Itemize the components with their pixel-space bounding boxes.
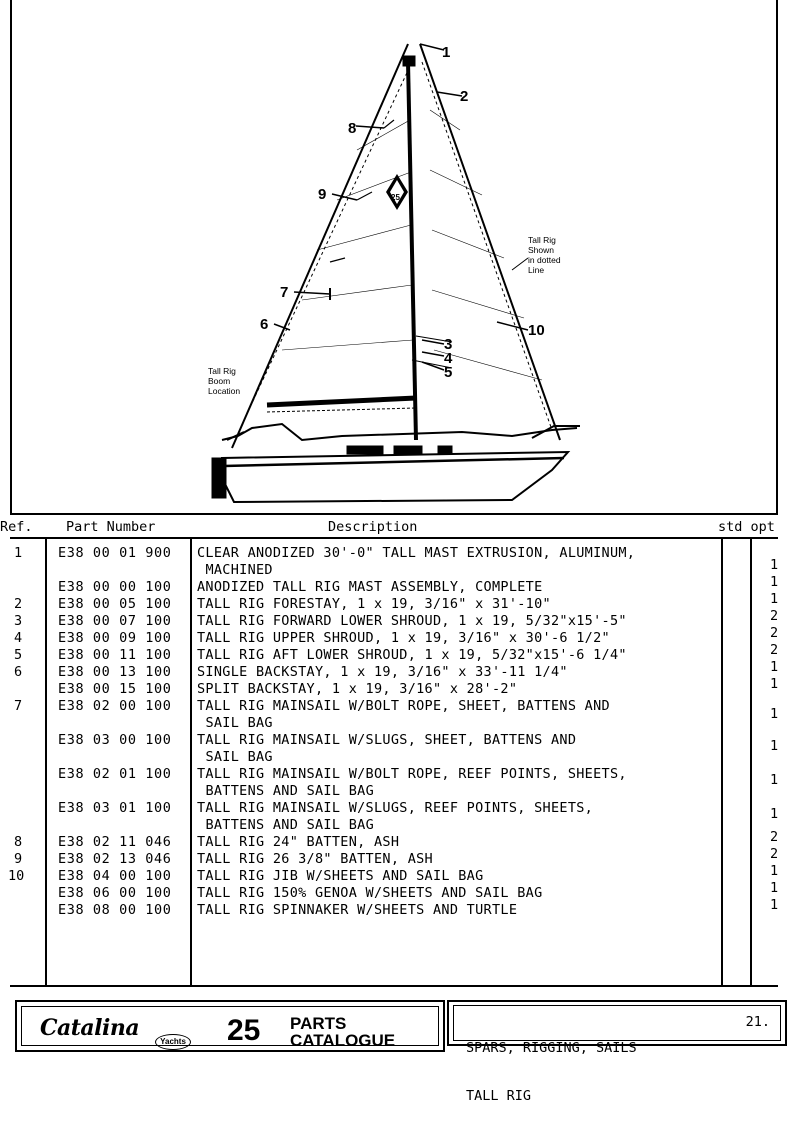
ref-cell: 6 (14, 664, 23, 680)
description-cell: SINGLE BACKSTAY, 1 x 19, 3/16" x 33'-11 1/4" (197, 664, 568, 680)
ref-cell: 10 (8, 868, 25, 884)
callout-1: 1 (442, 44, 451, 61)
sailboat-drawing (12, 0, 780, 515)
header-ref: Ref. (0, 519, 33, 535)
table-bottom-rule (10, 985, 778, 987)
description-cell: TALL RIG 24" BATTEN, ASH (197, 834, 400, 850)
part-number-cell: E38 00 09 100 (58, 630, 172, 646)
parts-table (0, 545, 794, 919)
section-title: SPARS, RIGGING, SAILS TALL RIG (466, 1040, 637, 1104)
description-cell: CLEAR ANODIZED 30'-0" TALL MAST EXTRUSION, ALUMINUM, MACHINED (197, 545, 636, 578)
qty-cell: 1 (770, 574, 779, 590)
qty-cell: 2 (770, 625, 779, 641)
ref-cell: 5 (14, 647, 23, 663)
ref-cell: 2 (14, 596, 23, 612)
description-cell: TALL RIG MAINSAIL W/SLUGS, REEF POINTS, SHEETS, BATTENS AND SAIL BAG (197, 800, 594, 833)
qty-cell: 1 (770, 772, 779, 788)
table-top-rule (10, 537, 778, 539)
table-row (0, 846, 794, 868)
table-row (0, 732, 794, 766)
description-cell: TALL RIG MAINSAIL W/BOLT ROPE, SHEET, BATTENS AND SAIL BAG (197, 698, 610, 731)
catalogue-title-block (15, 1000, 445, 1052)
table-row (0, 574, 794, 596)
ref-cell: 1 (14, 545, 23, 561)
table-row (0, 863, 794, 885)
sail-insignia-icon (386, 174, 408, 210)
column-headers (0, 517, 794, 537)
section-block (447, 1000, 787, 1104)
header-std-opt: std opt (718, 519, 775, 535)
table-row (0, 766, 794, 800)
table-row (0, 800, 794, 834)
callout-3: 3 (444, 336, 453, 353)
callout-2: 2 (460, 88, 469, 105)
qty-cell: 1 (770, 676, 779, 692)
callout-10: 10 (528, 322, 545, 339)
part-number-cell: E38 00 11 100 (58, 647, 172, 663)
part-number-cell: E38 02 00 100 (58, 698, 172, 714)
qty-cell: 1 (770, 880, 779, 896)
ref-cell: 3 (14, 613, 23, 629)
part-number-cell: E38 02 01 100 (58, 766, 172, 782)
model-number: 25 (227, 1014, 261, 1047)
description-cell: TALL RIG MAINSAIL W/SLUGS, SHEET, BATTENS AND SAIL BAG (197, 732, 577, 765)
description-cell: SPLIT BACKSTAY, 1 x 19, 3/16" x 28'-2" (197, 681, 518, 697)
description-cell: TALL RIG 26 3/8" BATTEN, ASH (197, 851, 433, 867)
description-cell: TALL RIG SPINNAKER W/SHEETS AND TURTLE (197, 902, 518, 918)
part-number-cell: E38 00 15 100 (58, 681, 172, 697)
ref-cell: 8 (14, 834, 23, 850)
rigging-diagram (10, 0, 778, 515)
part-number-cell: E38 02 11 046 (58, 834, 172, 850)
table-row (0, 698, 794, 732)
table-row (0, 676, 794, 698)
qty-cell: 2 (770, 846, 779, 862)
qty-cell: 1 (770, 806, 779, 822)
part-number-cell: E38 00 00 100 (58, 579, 172, 595)
catalina-logo: Catalina (40, 1015, 140, 1041)
qty-cell: 2 (770, 829, 779, 845)
part-number-cell: E38 03 01 100 (58, 800, 172, 816)
table-row (0, 880, 794, 902)
page-number: 21. (745, 1014, 770, 1030)
callout-7: 7 (280, 284, 289, 301)
header-part-number: Part Number (66, 519, 156, 535)
catalogue-title: PARTS CATALOGUE (290, 1014, 396, 1050)
description-cell: TALL RIG AFT LOWER SHROUD, 1 x 19, 5/32"x15'-6 1/4" (197, 647, 627, 663)
qty-cell: 1 (770, 659, 779, 675)
sail-insignia-number: 25 (391, 193, 400, 202)
note-tall-rig-shown: Tall Rig Shown in dotted Line (528, 235, 561, 275)
qty-cell: 1 (770, 706, 779, 722)
yachts-badge: Yachts (155, 1034, 191, 1050)
callout-6: 6 (260, 316, 269, 333)
part-number-cell: E38 06 00 100 (58, 885, 172, 901)
description-cell: TALL RIG FORESTAY, 1 x 19, 3/16" x 31'-10" (197, 596, 551, 612)
callout-5: 5 (444, 364, 453, 381)
description-cell: TALL RIG MAINSAIL W/BOLT ROPE, REEF POINTS, SHEETS, BATTENS AND SAIL BAG (197, 766, 627, 799)
ref-cell: 7 (14, 698, 23, 714)
ref-cell: 4 (14, 630, 23, 646)
table-row (0, 897, 794, 919)
part-number-cell: E38 03 00 100 (58, 732, 172, 748)
qty-cell: 1 (770, 557, 779, 573)
callout-9: 9 (318, 186, 327, 203)
qty-cell: 1 (770, 897, 779, 913)
part-number-cell: E38 04 00 100 (58, 868, 172, 884)
part-number-cell: E38 08 00 100 (58, 902, 172, 918)
table-row (0, 829, 794, 851)
callout-4: 4 (444, 350, 453, 367)
part-number-cell: E38 00 05 100 (58, 596, 172, 612)
table-row (0, 608, 794, 630)
table-row (0, 625, 794, 647)
part-number-cell: E38 00 13 100 (58, 664, 172, 680)
table-row (0, 659, 794, 681)
part-number-cell: E38 00 07 100 (58, 613, 172, 629)
table-row (0, 642, 794, 664)
qty-cell: 1 (770, 738, 779, 754)
qty-cell: 2 (770, 642, 779, 658)
description-cell: TALL RIG 150% GENOA W/SHEETS AND SAIL BAG (197, 885, 543, 901)
table-row (0, 545, 794, 579)
table-row (0, 591, 794, 613)
header-description: Description (328, 519, 418, 535)
description-cell: ANODIZED TALL RIG MAST ASSEMBLY, COMPLETE (197, 579, 543, 595)
part-number-cell: E38 02 13 046 (58, 851, 172, 867)
qty-cell: 1 (770, 863, 779, 879)
description-cell: TALL RIG UPPER SHROUD, 1 x 19, 3/16" x 30'-6 1/2" (197, 630, 610, 646)
callout-8: 8 (348, 120, 357, 137)
part-number-cell: E38 00 01 900 (58, 545, 172, 561)
description-cell: TALL RIG FORWARD LOWER SHROUD, 1 x 19, 5/32"x15'-5" (197, 613, 627, 629)
qty-cell: 2 (770, 608, 779, 624)
description-cell: TALL RIG JIB W/SHEETS AND SAIL BAG (197, 868, 484, 884)
note-tall-rig-boom: Tall Rig Boom Location (208, 366, 241, 396)
qty-cell: 1 (770, 591, 779, 607)
ref-cell: 9 (14, 851, 23, 867)
